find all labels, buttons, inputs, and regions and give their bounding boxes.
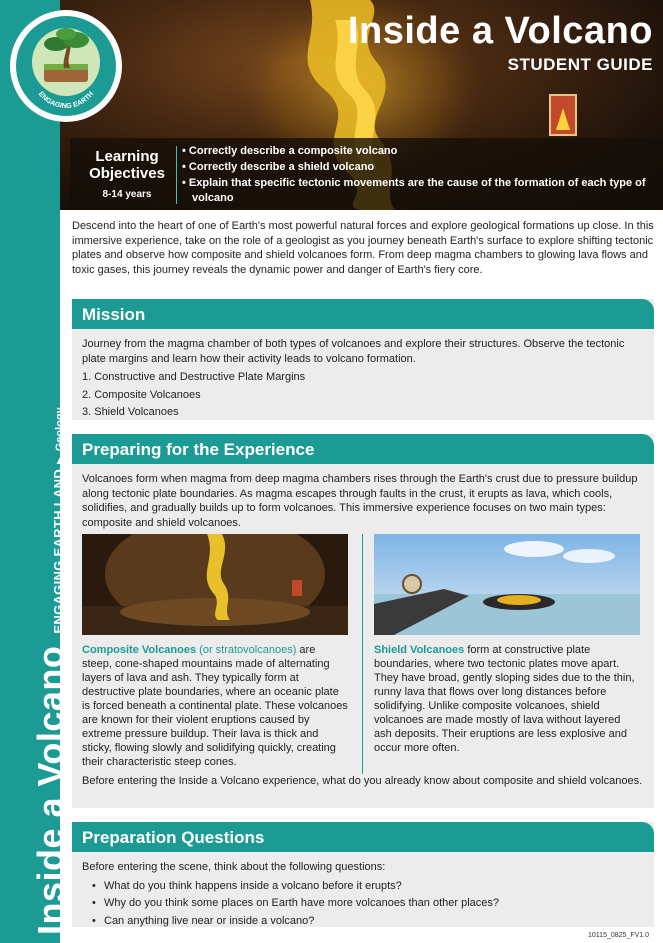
shield-term: Shield Volcanoes: [374, 644, 465, 656]
objectives-list: [182, 144, 652, 207]
preparing-outro: Before entering the Inside a Volcano experience, what do you already know about composite and shield volcanoes.: [82, 775, 643, 787]
list-item: 2. Composite Volcanoes: [82, 388, 201, 401]
learning-objectives: [70, 138, 663, 210]
sidebar-vertical-text: [30, 407, 72, 935]
mission-list: [82, 370, 644, 420]
intro-paragraph: Descend into the heart of one of Earth's most powerful natural forces and explore geological formations up close. In this immersive experience, take on the role of a geologist as you journey beneath Earth's surface to explore shifting tectonic plates and observe how composite and shield volcanoes form. From deep magma chambers to glowing lava flows and toxic gases, this journey reveals the dynamic power and danger of Earth's fiery core.: [72, 220, 654, 276]
list-item: • What do you think happens inside a volcano before it erupts?: [92, 879, 644, 894]
list-item: 1. Constructive and Destructive Plate Margins: [82, 371, 306, 383]
questions-heading: Preparation Questions: [72, 822, 654, 852]
age-range: 8-14 years: [102, 189, 152, 200]
objectives-heading-line1: Learning: [95, 148, 159, 165]
questions-intro: Before entering the scene, think about the following questions:: [82, 861, 386, 873]
composite-alt-name: (or stratovolcanoes): [196, 644, 297, 656]
objectives-heading-line2: Objectives: [89, 165, 165, 182]
objective-item: • Correctly describe a composite volcano: [182, 145, 398, 157]
list-item: • Can anything live near or inside a volcano?: [92, 914, 644, 929]
shield-description: form at constructive plate boundaries, where two tectonic plates move apart. They have broad, gently sloping sides due to the thin, runny lava that flows over long distances before solidifying. Unlike composite volcanoes, shield volcanoes are made mostly of lava without layered ash deposits. Their eruptions are less explosive and occur more often.: [374, 644, 635, 754]
mission-heading: Mission: [72, 299, 654, 329]
shield-column: [374, 534, 640, 755]
objectives-divider: [176, 146, 177, 204]
logo-label: ENGAGING EARTH: [36, 90, 96, 111]
preparing-intro: Volcanoes form when magma from deep magma chambers rises through the Earth's crust due to pressure buildup along tectonic plate boundaries. As magma escapes through faults in the crust, it erupts as lava, which cools, solidifies, and gradually builds up to form volcanoes. This immersive experience focuses on two main types: composite and shield volcanoes.: [82, 473, 638, 529]
list-item: 3. Shield Volcanoes: [82, 406, 179, 418]
objective-item: • Correctly describe a shield volcano: [182, 161, 375, 173]
mission-section: [72, 299, 654, 420]
document-code: 10115_0825_FV1.0: [588, 932, 649, 939]
shield-volcano-image: [374, 534, 640, 635]
hero-banner: [60, 0, 663, 210]
sidebar-title: Inside a Volcano: [30, 645, 71, 935]
page-title: Inside a Volcano: [347, 10, 653, 52]
sidebar: [0, 0, 71, 943]
triangle-icon: ▶: [55, 456, 66, 464]
composite-column: [82, 534, 348, 769]
composite-term: Composite Volcanoes: [82, 644, 197, 656]
objectives-heading: [84, 148, 170, 182]
sidebar-subject: Geology: [54, 407, 66, 452]
questions-section: [72, 822, 654, 927]
engaging-earth-logo: [10, 10, 122, 122]
preparing-section: [72, 434, 654, 808]
sidebar-land-name: ENGAGING EARTH LAND: [51, 468, 66, 634]
mission-text: Journey from the magma chamber of both types of volcanoes and explore their structures. Observe the tectonic plate margins and learn how their activity leads to volcano formation.: [82, 338, 625, 365]
column-divider: [362, 534, 363, 774]
composite-volcano-image: [82, 534, 348, 635]
page-subtitle: STUDENT GUIDE: [507, 55, 653, 74]
tree-icon: [16, 16, 116, 116]
list-item: • Why do you think some places on Earth have more volcanoes than other places?: [92, 896, 644, 911]
composite-description: are steep, cone-shaped mountains made of alternating layers of lava and ash. They typically form at destructive plate boundaries, where an oceanic plate is forced beneath a continental plate. These volcanoes are known for their violent eruptions caused by extreme pressure buildup. Their lava is thick and sticky, flowing slowly and solidifying quickly, creating their characteristic steep cones.: [82, 644, 348, 768]
preparing-heading: Preparing for the Experience: [72, 434, 654, 464]
questions-list: [82, 879, 644, 929]
objective-item: • Explain that specific tectonic movements are the cause of the formation of each type of volcano: [182, 177, 646, 204]
